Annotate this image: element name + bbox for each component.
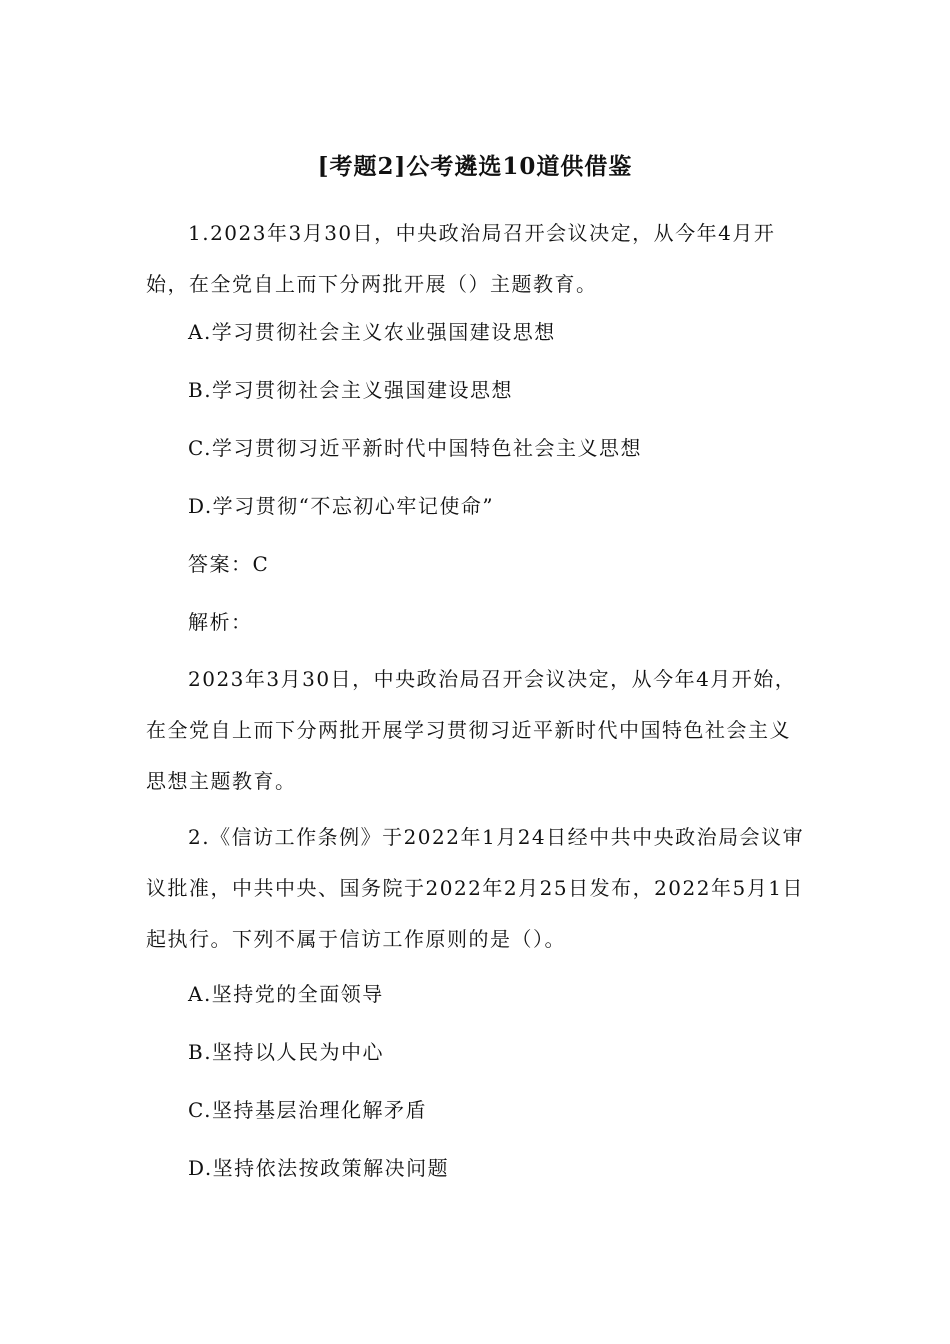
question-1-option-b: B.学习贯彻社会主义强国建设思想 xyxy=(188,378,514,402)
document-title: [考题2]公考遴选10道供借鉴 xyxy=(317,153,633,180)
question-1-option-a: A.学习贯彻社会主义农业强国建设思想 xyxy=(188,320,556,344)
question-2-option-b: B.坚持以人民为中心 xyxy=(188,1040,385,1064)
question-2-option-d: D.坚持依法按政策解决问题 xyxy=(188,1156,450,1180)
question-2-option-a: A.坚持党的全面领导 xyxy=(188,982,384,1006)
question-1-analysis: 2023年3月30日，中央政治局召开会议决定，从今年4月开始，在全党自上而下分两批开展学习贯彻习近平新时代中国特色社会主义思想主题教育。 xyxy=(146,667,797,793)
question-1-option-c: C.学习贯彻习近平新时代中国特色社会主义思想 xyxy=(188,436,642,460)
question-2-stem: 2.《信访工作条例》于2022年1月24日经中共中央政治局会议审议批准，中共中央、国务院于2022年2月25日发布，2022年5月1日起执行。下列不属于信访工作原则的是（）。 xyxy=(146,825,805,951)
question-1-analysis-label: 解析： xyxy=(188,610,253,634)
question-2-option-c: C.坚持基层治理化解矛盾 xyxy=(188,1098,427,1122)
question-1-option-d: D.学习贯彻“不忘初心牢记使命” xyxy=(188,494,495,518)
question-1-stem: 1.2023年3月30日，中央政治局召开会议决定，从今年4月开始，在全党自上而下分两批开展（）主题教育。 xyxy=(146,221,776,296)
question-1-answer: 答案：C xyxy=(188,552,270,576)
